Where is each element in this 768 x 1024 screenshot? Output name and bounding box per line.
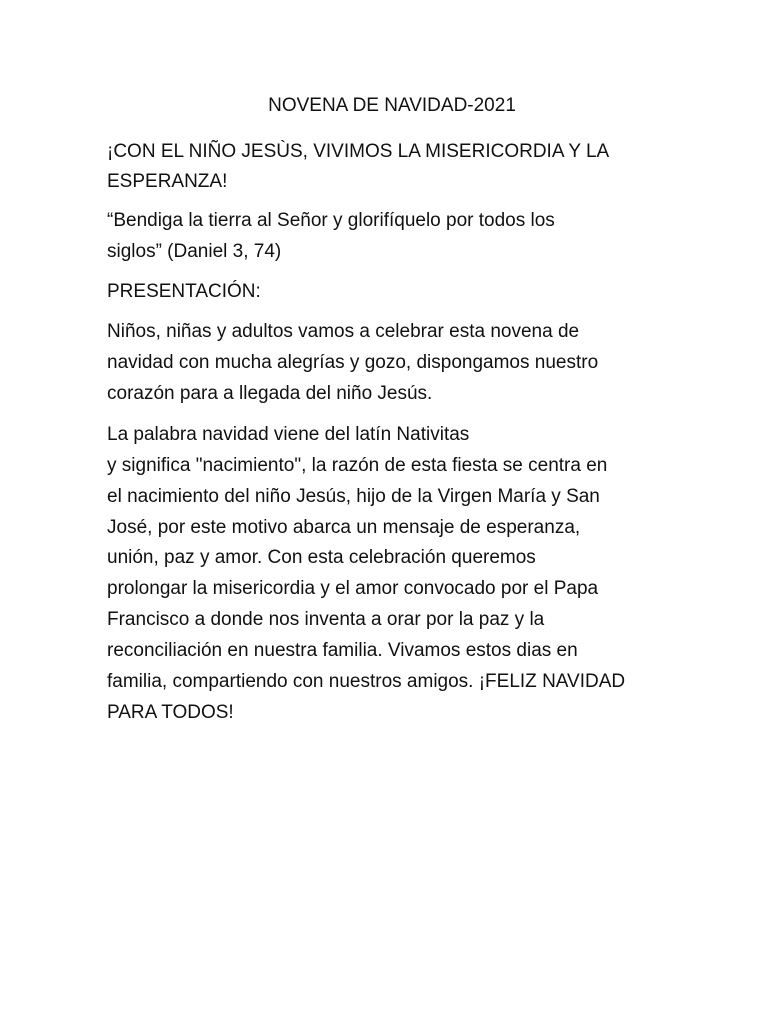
paragraph-line: José, por este motivo abarca un mensaje de esperanza, [107,517,581,538]
paragraph-line: PARA TODOS! [107,702,234,723]
section-heading: PRESENTACIÓN: [107,281,261,302]
paragraph-line: prolongar la misericordia y el amor convocado por el Papa [107,578,599,599]
paragraph-line: navidad con mucha alegrías y gozo, dispongamos nuestro [107,352,599,373]
paragraph-line: La palabra navidad viene del latín Nativitas [107,424,470,445]
paragraph-line: corazón para a llegada del niño Jesús. [107,383,433,404]
paragraph-line: Francisco a donde nos inventa a orar por la paz y la [107,609,545,630]
document-title: NOVENA DE NAVIDAD-2021 [268,95,516,116]
quote-line: “Bendiga la tierra al Señor y glorifíquelo por todos los [107,210,555,231]
paragraph-line: unión, paz y amor. Con esta celebración queremos [107,547,536,568]
paragraph-line: Niños, niñas y adultos vamos a celebrar esta novena de [107,321,580,342]
paragraph-line: familia, compartiendo con nuestros amigos. ¡FELIZ NAVIDAD [107,671,626,692]
motto-line: ¡CON EL NIÑO JESÙS, VIVIMOS LA MISERICORDIA Y LA [107,141,610,162]
paragraph-line: reconciliación en nuestra familia. Vivamos estos dias en [107,640,578,661]
motto-line: ESPERANZA! [107,171,228,192]
paragraph-line: el nacimiento del niño Jesús, hijo de la Virgen María y San [107,486,600,507]
quote-line: siglos” (Daniel 3, 74) [107,241,282,262]
paragraph-line: y significa "nacimiento", la razón de esta fiesta se centra en [107,455,608,476]
